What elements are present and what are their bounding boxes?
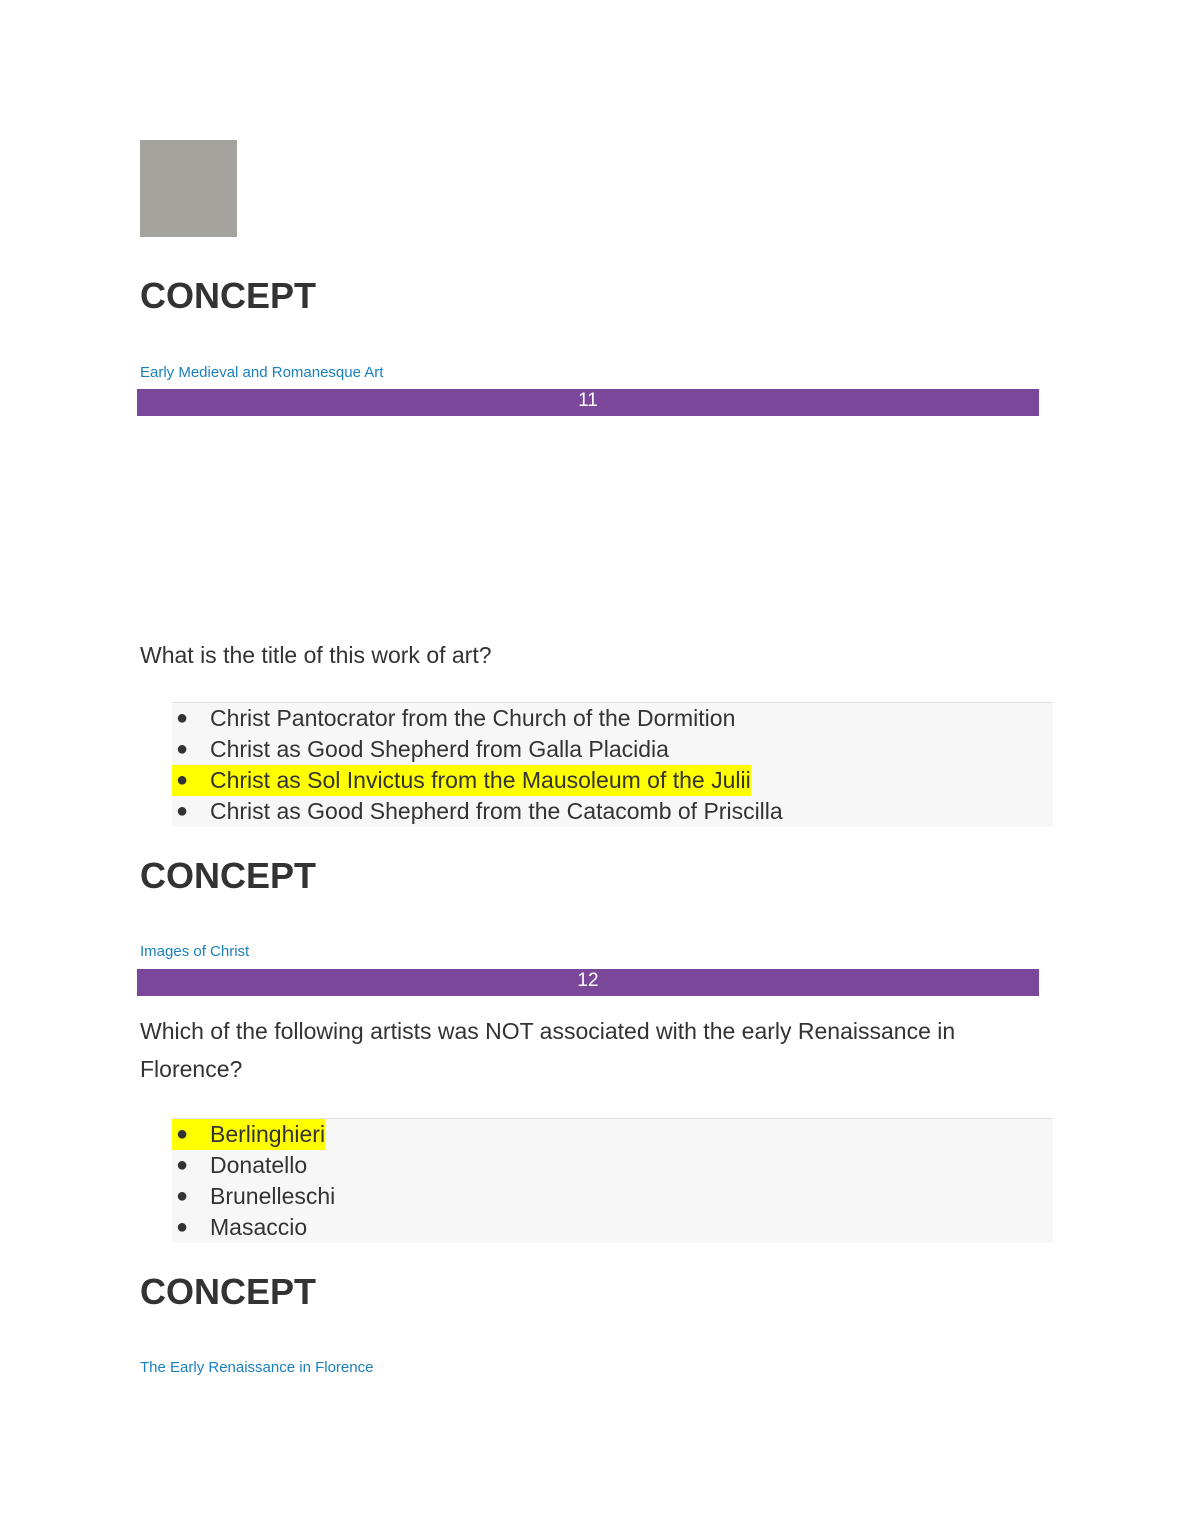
answer-list [172, 702, 1053, 827]
question-text: What is the title of this work of art? [140, 642, 492, 668]
concept-heading: CONCEPT [140, 275, 317, 316]
concept-link-early-renaissance[interactable]: The Early Renaissance in Florence [140, 1359, 374, 1376]
answer-option[interactable]: ● Donatello [172, 1150, 1053, 1181]
bullet-icon: ● [176, 800, 189, 822]
question-number-bar: 11 [137, 389, 1039, 416]
answer-option-selected[interactable]: Berlinghieri ● [172, 1119, 1053, 1150]
question-number-bar: 12 [137, 969, 1039, 996]
answer-option[interactable]: ● Masaccio [172, 1212, 1053, 1243]
bullet-icon: ● [176, 707, 189, 729]
answer-option-selected[interactable]: Christ as Sol Invictus from the Mausoleum of the Julii ● [172, 765, 1053, 796]
bullet-icon: ● [176, 1154, 189, 1176]
artwork-thumbnail [140, 140, 237, 237]
bullet-icon: ● [176, 769, 189, 791]
bullet-icon: ● [176, 1123, 189, 1145]
concept-heading: CONCEPT [140, 855, 317, 896]
answer-option[interactable]: ● Christ as Good Shepherd from the Catacomb of Priscilla [172, 796, 1053, 827]
bullet-icon: ● [176, 1216, 189, 1238]
question-text: Which of the following artists was NOT associated with the early Renaissance in Florence? [140, 1018, 956, 1082]
answer-option[interactable]: ● Christ as Good Shepherd from Galla Placidia [172, 734, 1053, 765]
answer-option[interactable]: ● Brunelleschi [172, 1181, 1053, 1212]
answer-option[interactable]: ● Christ Pantocrator from the Church of the Dormition [172, 703, 1053, 734]
answer-list [172, 1118, 1053, 1243]
concept-link-early-medieval[interactable]: Early Medieval and Romanesque Art [140, 364, 384, 381]
bullet-icon: ● [176, 1185, 189, 1207]
bullet-icon: ● [176, 738, 189, 760]
concept-heading: CONCEPT [140, 1271, 317, 1312]
concept-link-images-of-christ[interactable]: Images of Christ [140, 943, 250, 960]
